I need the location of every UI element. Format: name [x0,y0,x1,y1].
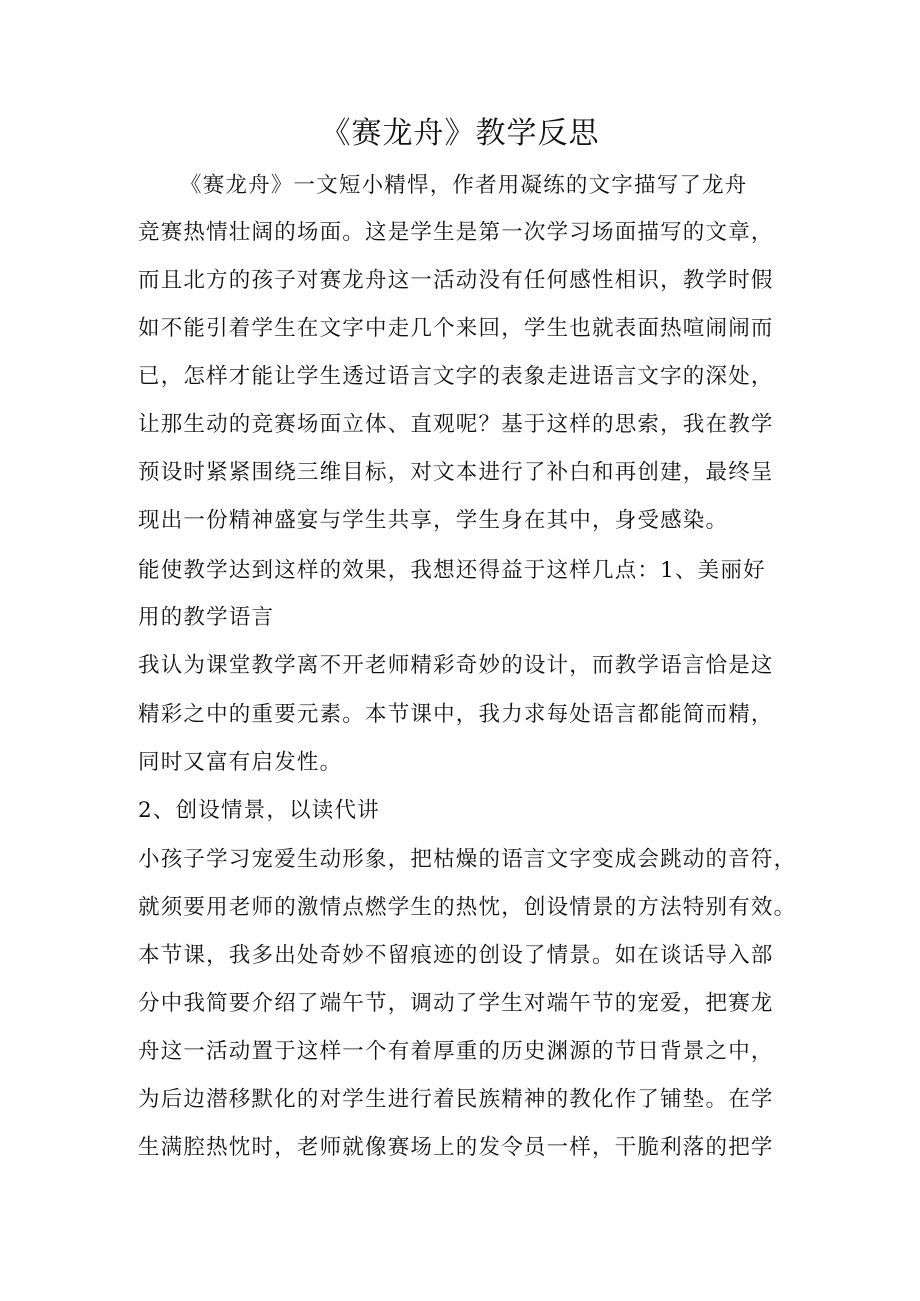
paragraph-line: 舟这一活动置于这样一个有着厚重的历史渊源的节日背景之中， [138,1039,774,1064]
paragraph-line: 本节课，我多出处奇妙不留痕迹的创设了情景。如在谈话导入部 [138,943,774,968]
paragraph-line: 就须要用老师的激情点燃学生的热忱，创设情景的方法特别有效。 [138,895,797,920]
paragraph-line: 精彩之中的重要元素。本节课中，我力求每处语言都能简而精， [138,702,774,727]
section-heading-line: 用的教学语言 [138,605,275,630]
paragraph-line: 竞赛热情壮阔的场面。这是学生是第一次学习场面描写的文章， [138,220,774,245]
paragraph-line: 让那生动的竞赛场面立体、直观呢？基于这样的思索，我在教学 [138,412,774,437]
paragraph-line: 而且北方的孩子对赛龙舟这一活动没有任何感性相识，教学时假 [138,268,774,293]
paragraph-line: 预设时紧紧围绕三维目标，对文本进行了补白和再创建，最终呈 [138,460,774,485]
paragraph-line: 分中我简要介绍了端午节，调动了学生对端午节的宠爱，把赛龙 [138,991,774,1016]
document-title: 《赛龙舟》教学反思 [320,116,600,151]
paragraph-line: 同时又富有启发性。 [138,750,343,775]
paragraph-line: 我认为课堂教学离不开老师精彩奇妙的设计，而教学语言恰是这 [138,653,774,678]
paragraph-line: 现出一份精神盛宴与学生共享，学生身在其中，身受感染。 [138,508,729,533]
paragraph-line: 能使教学达到这样的效果，我想还得益于这样几点：1、美丽好 [138,558,766,583]
paragraph-line: 如不能引着学生在文字中走几个来回，学生也就表面热喧闹闹而 [138,316,774,341]
paragraph-line: 小孩子学习宠爱生动形象，把枯燥的语言文字变成会跳动的音符， [138,847,797,872]
paragraph-line: 《赛龙舟》一文短小精悍，作者用凝练的文字描写了龙舟 [180,173,748,198]
paragraph-line: 已，怎样才能让学生透过语言文字的表象走进语言文字的深处， [138,364,774,389]
paragraph-line: 生满腔热忱时，老师就像赛场上的发令员一样，干脆利落的把学 [138,1135,774,1160]
section-heading: 2、创设情景，以读代讲 [138,798,380,823]
paragraph-line: 为后边潜移默化的对学生进行着民族精神的教化作了铺垫。在学 [138,1087,774,1112]
